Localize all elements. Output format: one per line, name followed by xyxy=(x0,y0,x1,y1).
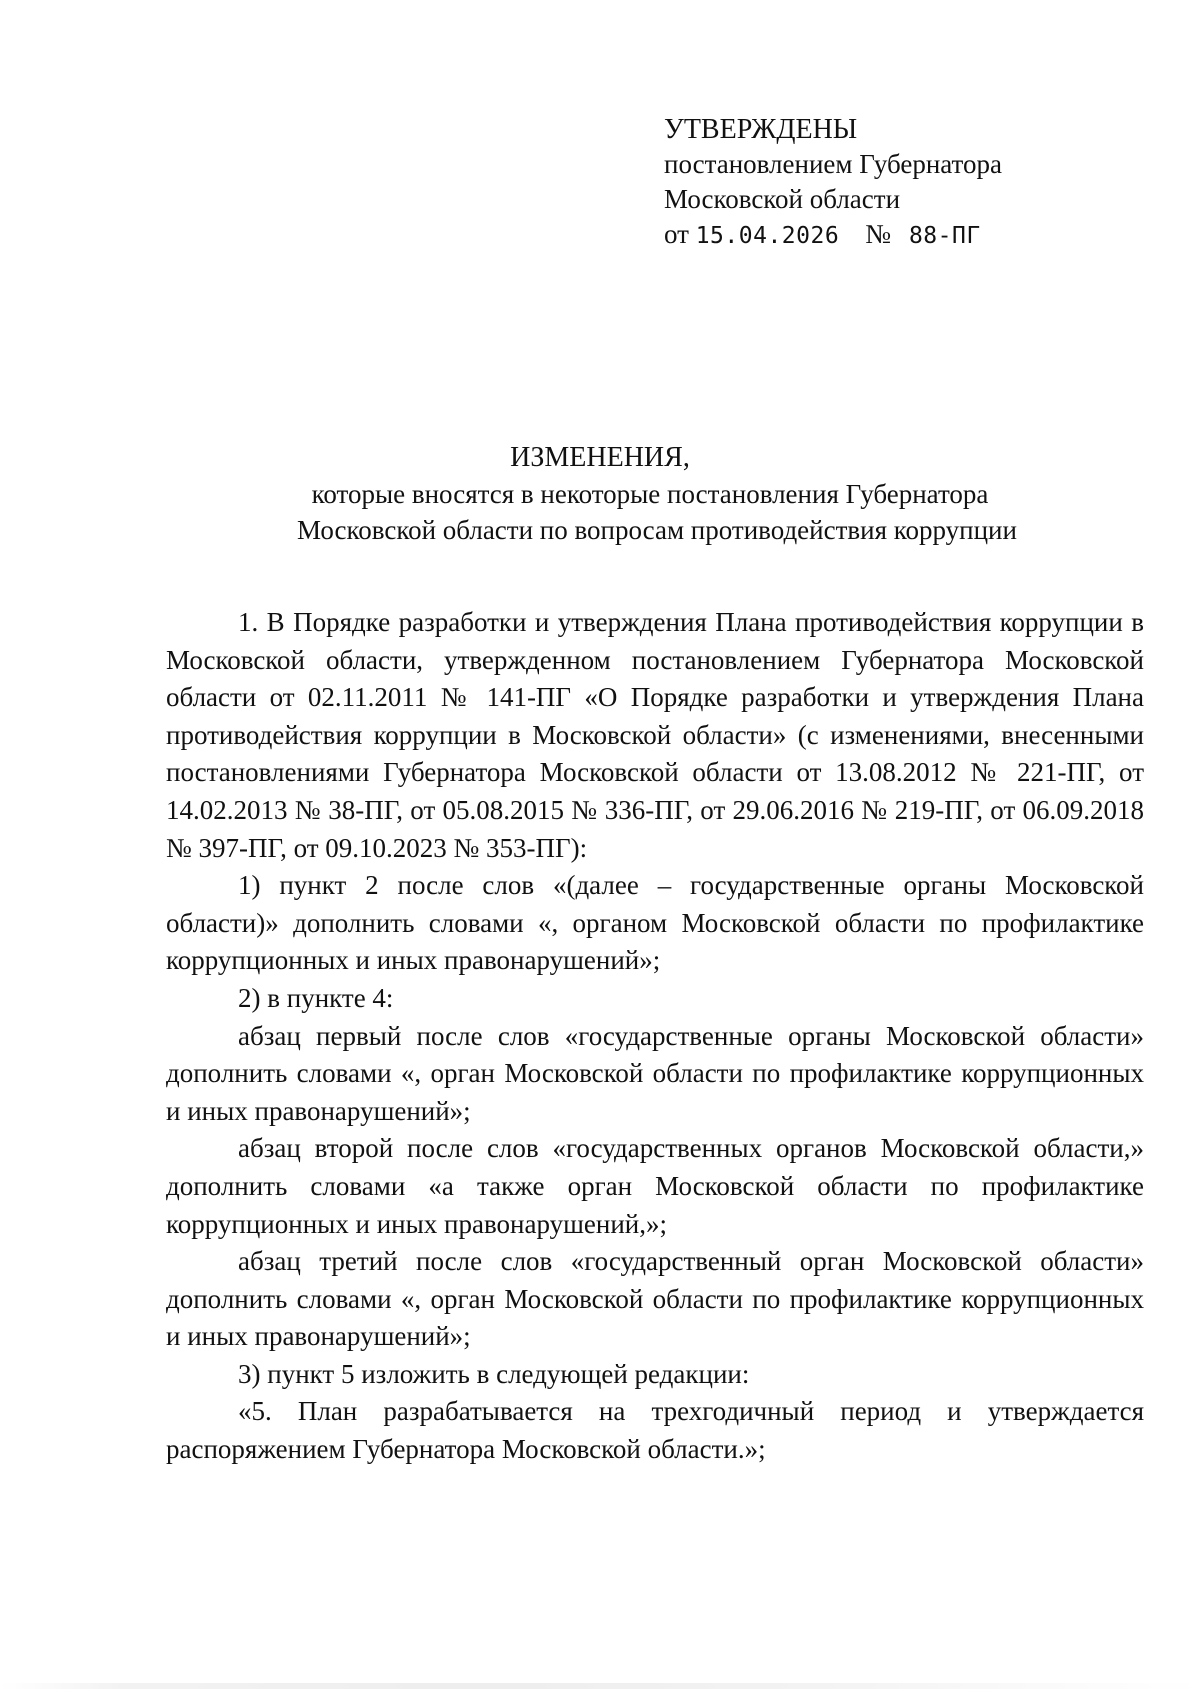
heading-subtitle-2: Московской области по вопросам противодействия коррупции xyxy=(297,515,1017,545)
approval-date-line xyxy=(664,217,1002,254)
approval-stamp-block xyxy=(664,112,1002,254)
document-heading xyxy=(0,440,1200,548)
approval-date: 15.04.2026 xyxy=(695,223,840,249)
paragraph-7: 3) пункт 5 изложить в следующей редакции: xyxy=(238,1358,750,1389)
scan-artifact xyxy=(0,1683,1200,1689)
document-body xyxy=(166,604,1144,1469)
approval-date-prefix: от xyxy=(664,219,689,249)
paragraph-3: 2) в пункте 4: xyxy=(238,982,394,1013)
paragraph-8: «5. План разрабатывается на трехгодичный период и утверждается распоряжением Губернатора Московской области.»; xyxy=(166,1396,1144,1465)
paragraph-2: 1) пункт 2 после слов «(далее – государственные органы Московской области)» дополнить словами «, органом Московской области по профилактике коррупционных и иных правонарушений»; xyxy=(166,870,1144,976)
approval-number: 88-ПГ xyxy=(908,223,981,249)
approval-title: УТВЕРЖДЕНЫ xyxy=(664,114,858,145)
approval-number-sign: № xyxy=(865,219,891,249)
paragraph-6: абзац третий после слов «государственный орган Московской области» дополнить словами «, орган Московской области по профилактике коррупционных и иных правонарушений»; xyxy=(166,1246,1144,1352)
paragraph-1: 1. В Порядке разработки и утверждения Плана противодействия коррупции в Московской области, утвержденном постановлением Губернатора Московской области от 02.11.2011 № 141-ПГ «О Порядке разработки и утверждения Плана противодействия коррупции в Московской области» (с изменениями, внесенными постановлениями Губернатора Московской области от 13.08.2012 № 221-ПГ, от 14.02.2013 № 38-ПГ, от 05.08.2015 № 336-ПГ, от 29.06.2016 № 219-ПГ, от 06.09.2018 № 397-ПГ, от 09.10.2023 № 353-ПГ): xyxy=(166,607,1144,863)
heading-title: ИЗМЕНЕНИЯ, xyxy=(510,442,690,473)
paragraph-4: абзац первый после слов «государственные органы Московской области» дополнить словами «, орган Московской области по профилактике коррупционных и иных правонарушений»; xyxy=(166,1020,1144,1126)
approval-line-2: Московской области xyxy=(664,184,901,214)
approval-line-1: постановлением Губернатора xyxy=(664,149,1002,179)
heading-subtitle-1: которые вносятся в некоторые постановления Губернатора xyxy=(311,479,989,509)
paragraph-5: абзац второй после слов «государственных органов Московской области,» дополнить словами «а также орган Московской области по профилактике коррупционных и иных правонарушений,»; xyxy=(166,1133,1144,1239)
